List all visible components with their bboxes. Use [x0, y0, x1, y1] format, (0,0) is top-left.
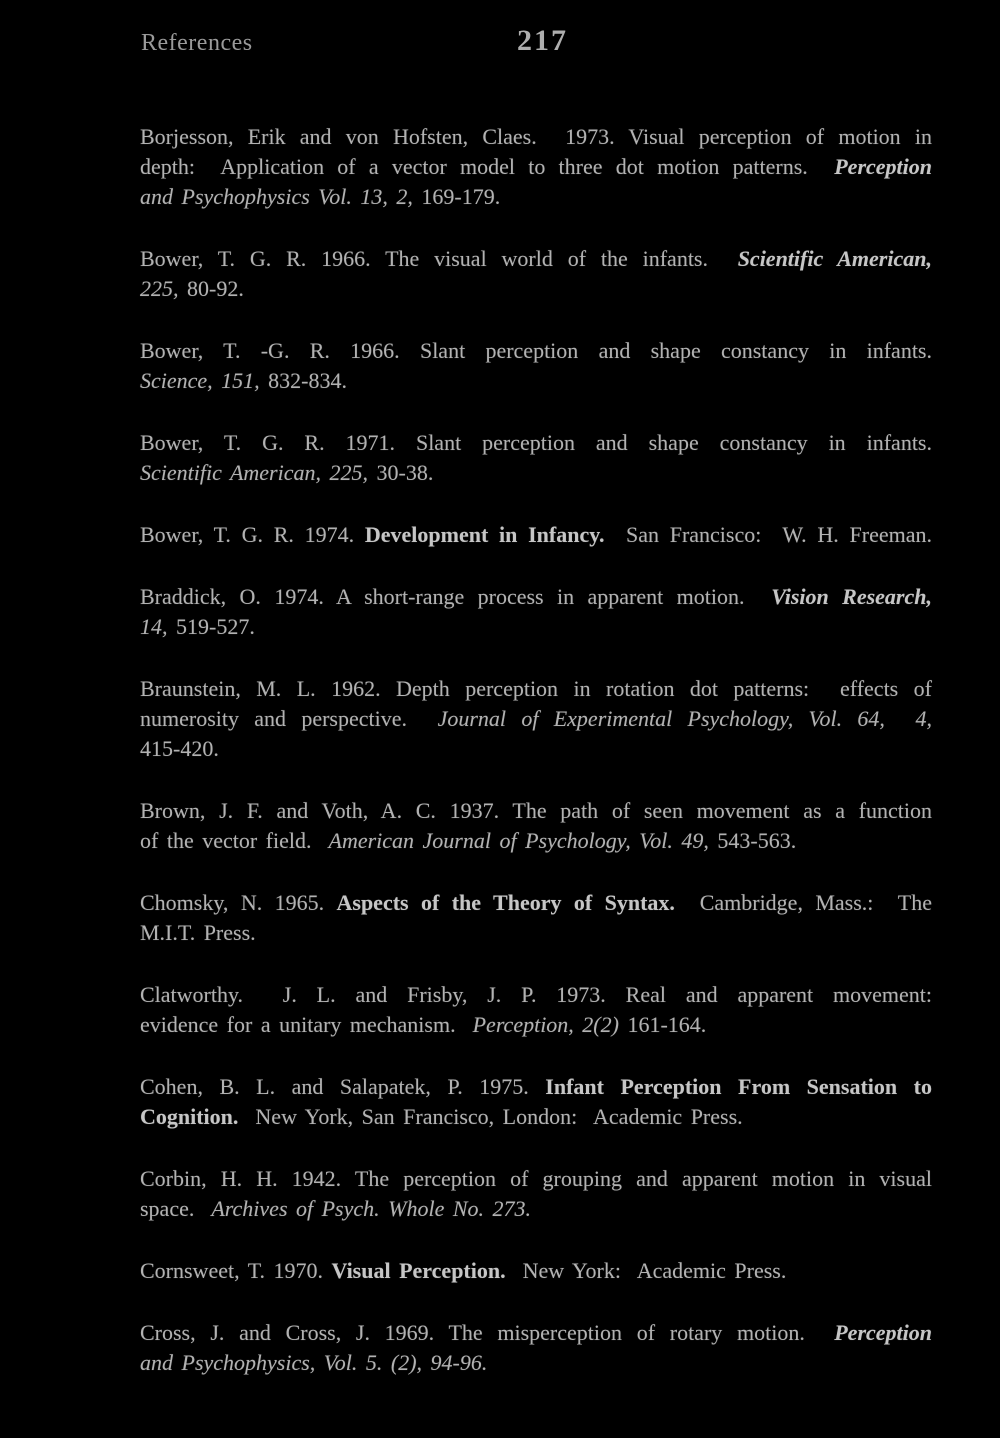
- reference-line: [140, 826, 932, 856]
- text-segment: Development in Infancy.: [364, 522, 605, 547]
- reference-line: [140, 244, 932, 274]
- reference-line: [140, 1348, 932, 1378]
- text-segment: 169-179.: [412, 184, 501, 209]
- reference-line: [140, 796, 932, 826]
- reference-line: [140, 274, 932, 304]
- reference-entry: [140, 428, 932, 488]
- text-segment: Archives of Psych. Whole No. 273.: [211, 1196, 532, 1221]
- reference-entry: [140, 980, 932, 1040]
- text-segment: space.: [140, 1196, 212, 1221]
- text-segment: Perception, 2(2): [472, 1012, 619, 1037]
- reference-line: [140, 918, 932, 948]
- reference-entry: [140, 796, 932, 856]
- text-segment: and Psychophysics, Vol. 5. (2), 94-96.: [140, 1350, 488, 1375]
- text-segment: Cognition.: [140, 1104, 239, 1129]
- text-segment: 519-527.: [167, 614, 255, 639]
- text-segment: Corbin, H. H. 1942. The perception of grouping and apparent motion in visual: [140, 1166, 932, 1191]
- reference-entry: [140, 122, 932, 212]
- text-segment: Cornsweet, T. 1970.: [140, 1258, 332, 1283]
- text-segment: Borjesson, Erik and von Hofsten, Claes. 1973. Visual perception of motion in: [140, 124, 932, 149]
- reference-line: [140, 612, 932, 642]
- text-segment: 14,: [140, 614, 168, 639]
- text-segment: Journal of Experimental Psychology, Vol. 64, 4,: [437, 706, 932, 731]
- reference-entry: [140, 1318, 932, 1378]
- reference-line: [140, 734, 932, 764]
- text-segment: Scientific American,: [737, 246, 932, 271]
- text-segment: 80-92.: [178, 276, 244, 301]
- text-segment: Braunstein, M. L. 1962. Depth perception in rotation dot patterns: effects of: [140, 676, 932, 701]
- text-segment: Clatworthy. J. L. and Frisby, J. P. 1973. Real and apparent movement:: [140, 982, 932, 1007]
- reference-line: [140, 1318, 932, 1348]
- reference-line: [140, 428, 932, 458]
- text-segment: Infant Perception From Sensation to: [545, 1074, 932, 1099]
- text-segment: 225,: [140, 276, 179, 301]
- text-segment: Bower, T. G. R. 1971. Slant perception and shape constancy in infants.: [140, 430, 932, 455]
- reference-line: [140, 1102, 932, 1132]
- text-segment: and Psychophysics Vol. 13, 2,: [140, 184, 413, 209]
- text-segment: Cambridge, Mass.: The: [674, 890, 933, 915]
- reference-line: [140, 704, 932, 734]
- page-number: 217: [517, 24, 568, 57]
- text-segment: Perception: [834, 154, 932, 179]
- text-segment: numerosity and perspective.: [140, 706, 438, 731]
- text-segment: Cohen, B. L. and Salapatek, P. 1975.: [140, 1074, 546, 1099]
- text-segment: 161-164.: [618, 1012, 707, 1037]
- text-segment: New York, San Francisco, London: Academic Press.: [238, 1104, 743, 1129]
- reference-line: [140, 336, 932, 366]
- reference-entry: [140, 520, 932, 550]
- reference-line: [140, 152, 932, 182]
- reference-line: [140, 888, 932, 918]
- reference-line: [140, 1164, 932, 1194]
- text-segment: Vision Research,: [771, 584, 932, 609]
- text-segment: Aspects of the Theory of Syntax.: [336, 890, 675, 915]
- text-segment: Perception: [834, 1320, 932, 1345]
- reference-line: [140, 366, 932, 396]
- reference-line: [140, 458, 932, 488]
- text-segment: M.I.T. Press.: [140, 920, 256, 945]
- text-segment: San Francisco: W. H. Freeman.: [604, 522, 932, 547]
- text-segment: Bower, T. -G. R. 1966. Slant perception and shape constancy in infants.: [140, 338, 932, 363]
- reference-entry: [140, 674, 932, 764]
- reference-entry: [140, 1164, 932, 1224]
- text-segment: 543-563.: [708, 828, 797, 853]
- text-segment: Chomsky, N. 1965.: [140, 890, 337, 915]
- text-segment: American Journal of Psychology, Vol. 49,: [328, 828, 709, 853]
- text-segment: Scientific American, 225,: [140, 460, 368, 485]
- text-segment: Science, 151,: [140, 368, 260, 393]
- reference-line: [140, 980, 932, 1010]
- reference-entry: [140, 582, 932, 642]
- reference-entry: [140, 1256, 932, 1286]
- reference-line: [140, 182, 932, 212]
- reference-line: [140, 1194, 932, 1224]
- reference-entry: [140, 244, 932, 304]
- reference-entry: [140, 336, 932, 396]
- reference-line: [140, 1010, 932, 1040]
- text-segment: 30-38.: [368, 460, 434, 485]
- reference-line: [140, 674, 932, 704]
- references-list: [140, 122, 932, 1410]
- reference-entry: [140, 1072, 932, 1132]
- text-segment: Braddick, O. 1974. A short-range process in apparent motion.: [140, 584, 772, 609]
- text-segment: Cross, J. and Cross, J. 1969. The misperception of rotary motion.: [140, 1320, 835, 1345]
- page-header-title: References: [141, 30, 253, 56]
- text-segment: 415-420.: [140, 736, 219, 761]
- reference-line: [140, 1072, 932, 1102]
- reference-line: [140, 122, 932, 152]
- text-segment: evidence for a unitary mechanism.: [140, 1012, 473, 1037]
- text-segment: Bower, T. G. R. 1974.: [140, 522, 365, 547]
- text-segment: New York: Academic Press.: [505, 1258, 787, 1283]
- text-segment: Bower, T. G. R. 1966. The visual world of the infants.: [140, 246, 738, 271]
- reference-entry: [140, 888, 932, 948]
- reference-line: [140, 1256, 932, 1286]
- text-segment: depth: Application of a vector model to three dot motion patterns.: [140, 154, 835, 179]
- reference-line: [140, 520, 932, 550]
- text-segment: of the vector field.: [140, 828, 329, 853]
- text-segment: 832-834.: [259, 368, 347, 393]
- text-segment: Visual Perception.: [331, 1258, 506, 1283]
- reference-line: [140, 582, 932, 612]
- text-segment: Brown, J. F. and Voth, A. C. 1937. The path of seen movement as a function: [140, 798, 932, 823]
